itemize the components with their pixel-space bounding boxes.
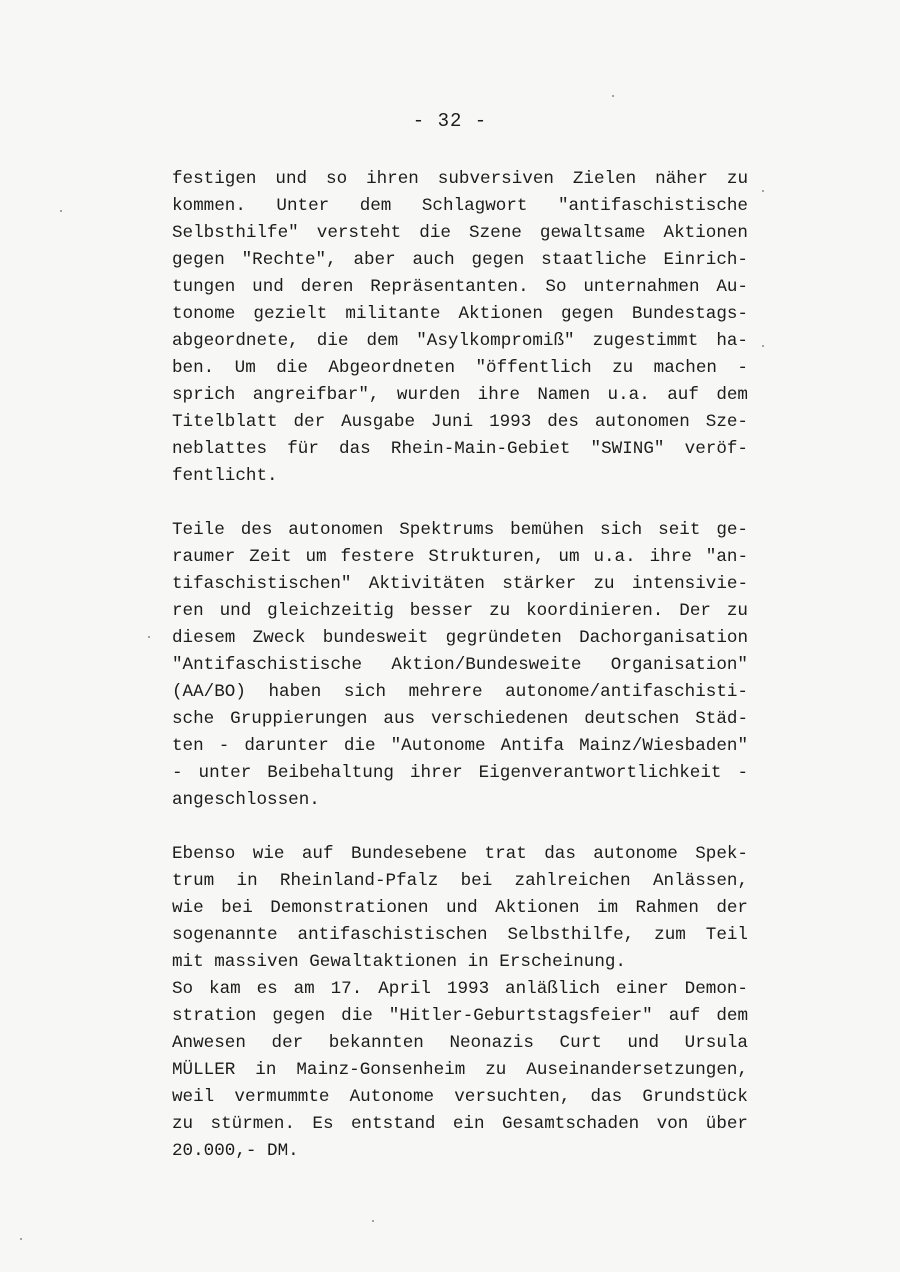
text-line: neblattes für das Rhein-Main-Gebiet "SWING" veröf-	[172, 439, 748, 459]
paragraph-3	[172, 841, 748, 976]
scan-speck	[60, 210, 62, 212]
text-line: raumer Zeit um festere Strukturen, um u.a. ihre "an-	[172, 547, 748, 567]
text-line: (AA/BO) haben sich mehrere autonome/antifaschisti-	[172, 682, 748, 702]
text-line: sogenannte antifaschistischen Selbsthilfe, zum Teil	[172, 925, 748, 945]
page-number: - 32 -	[412, 110, 488, 132]
text-line: mit massiven Gewaltaktionen in Erscheinung.	[172, 952, 626, 972]
text-line: diesem Zweck bundesweit gegründeten Dachorganisation	[172, 628, 748, 648]
text-line: tonome gezielt militante Aktionen gegen Bundestags-	[172, 304, 748, 324]
text-line: Teile des autonomen Spektrums bemühen sich seit ge-	[172, 520, 748, 540]
text-line: MÜLLER in Mainz-Gonsenheim zu Auseinandersetzungen,	[172, 1060, 748, 1080]
text-line: sche Gruppierungen aus verschiedenen deutschen Städ-	[172, 709, 748, 729]
text-line: - unter Beibehaltung ihrer Eigenverantwortlichkeit -	[172, 763, 748, 783]
text-line: ten - darunter die "Autonome Antifa Mainz/Wiesbaden"	[172, 736, 748, 756]
body-text	[172, 166, 748, 1165]
text-line: Titelblatt der Ausgabe Juni 1993 des autonomen Sze-	[172, 412, 748, 432]
text-line: wie bei Demonstrationen und Aktionen im Rahmen der	[172, 898, 748, 918]
text-line: sprich angreifbar", wurden ihre Namen u.a. auf dem	[172, 385, 748, 405]
scan-speck	[762, 345, 764, 347]
text-line: "Antifaschistische Aktion/Bundesweite Organisation"	[172, 655, 748, 675]
text-line: tungen und deren Repräsentanten. So unternahmen Au-	[172, 277, 748, 297]
paragraph-2	[172, 517, 748, 814]
text-line: 20.000,- DM.	[172, 1141, 299, 1161]
scan-speck	[148, 636, 150, 638]
text-line: Anwesen der bekannten Neonazis Curt und Ursula	[172, 1033, 748, 1053]
text-line: angeschlossen.	[172, 790, 320, 810]
scan-speck	[20, 1238, 22, 1240]
text-line: So kam es am 17. April 1993 anläßlich einer Demon-	[172, 979, 748, 999]
text-line: trum in Rheinland-Pfalz bei zahlreichen Anlässen,	[172, 871, 748, 891]
text-line: weil vermummte Autonome versuchten, das Grundstück	[172, 1087, 748, 1107]
paragraph-1	[172, 166, 748, 490]
text-line: fentlicht.	[172, 466, 278, 486]
scan-speck	[612, 95, 614, 97]
scan-speck	[762, 190, 764, 192]
text-line: abgeordnete, die dem "Asylkompromiß" zugestimmt ha-	[172, 331, 748, 351]
text-line: festigen und so ihren subversiven Zielen näher zu	[172, 169, 748, 189]
text-line: Selbsthilfe" versteht die Szene gewaltsame Aktionen	[172, 223, 748, 243]
text-line: stration gegen die "Hitler-Geburtstagsfeier" auf dem	[172, 1006, 748, 1026]
text-line: ben. Um die Abgeordneten "öffentlich zu machen -	[172, 358, 748, 378]
text-line: kommen. Unter dem Schlagwort "antifaschistische	[172, 196, 748, 216]
text-line: zu stürmen. Es entstand ein Gesamtschaden von über	[172, 1114, 748, 1134]
text-line: Ebenso wie auf Bundesebene trat das autonome Spek-	[172, 844, 748, 864]
paragraph-4	[172, 976, 748, 1165]
scan-speck	[372, 1220, 374, 1222]
text-line: gegen "Rechte", aber auch gegen staatliche Einrich-	[172, 250, 748, 270]
text-line: ren und gleichzeitig besser zu koordinieren. Der zu	[172, 601, 748, 621]
text-line: tifaschistischen" Aktivitäten stärker zu intensivie-	[172, 574, 748, 594]
